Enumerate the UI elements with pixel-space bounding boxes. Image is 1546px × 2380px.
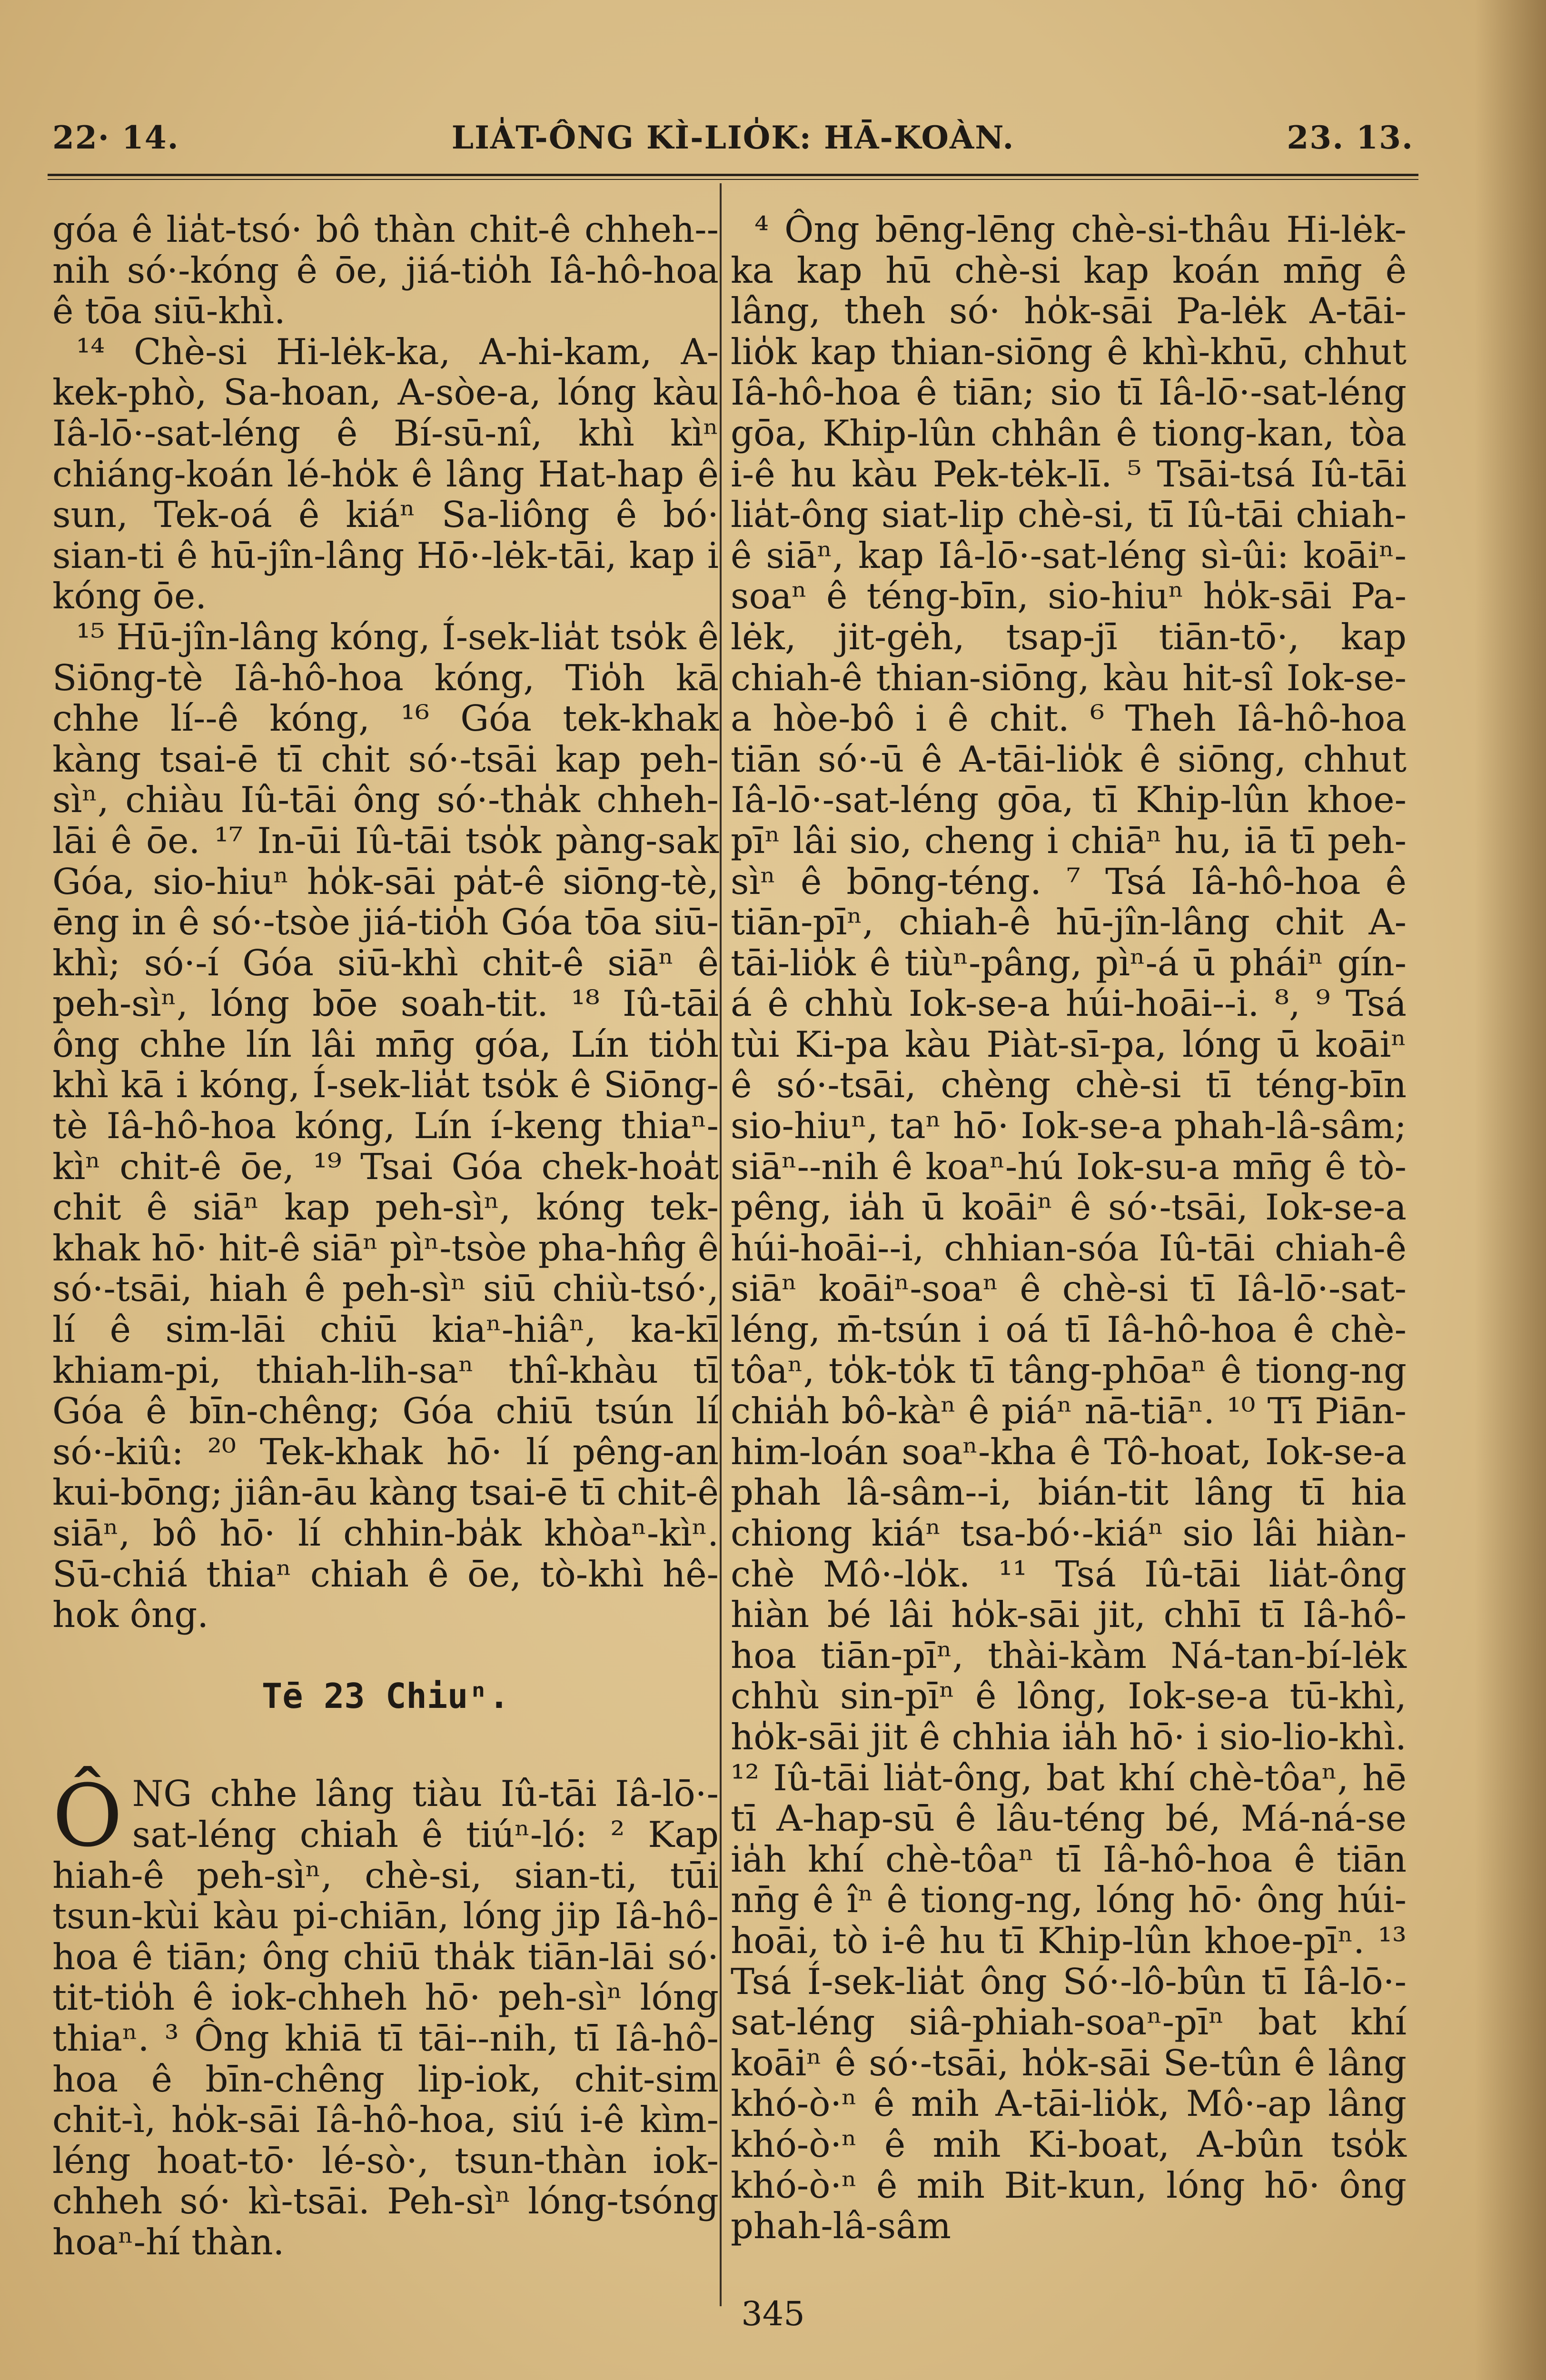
header-title: LIA̍T-ÔNG KÌ-LIO̍K: HĀ-KOÀN. <box>451 119 1015 156</box>
header-ref-left: 22· 14. <box>52 119 179 156</box>
chapter-heading: Tē 23 Chiuⁿ. <box>261 1676 510 1716</box>
paragraph: ¹⁴ Chè-si Hi-lėk-ka, A-hi-kam, A-kek-phò, Sa-hoan, A-sòe-a, lóng kàu Iâ-lō·-sat-léng ê Bí-sū-nî, khì kìⁿ chiáng-koán lé-ho̍k ê lâng Hat-hap ê sun, Tek-oá ê kiáⁿ Sa-liông ê bó· sian-ti ê hū-jîn-lâng Hō·-lėk-tāi, kap i kóng ōe. <box>52 330 719 617</box>
page-edge-shadow <box>1475 0 1546 2380</box>
paragraph: ¹⁵ Hū-jîn-lâng kóng, Í-sek-lia̍t tso̍k ê Siōng-tè Iâ-hô-hoa kóng, Tio̍h kā chhe lí--ê kóng, ¹⁶ Góa tek-khak kàng tsai-ē tī chit só·-tsāi kap peh-sìⁿ, chiàu Iû-tāi ông só·-tha̍k chheh-lāi ê ōe. ¹⁷ In-ūi Iû-tāi tso̍k pàng-sak Góa, sio-hiuⁿ ho̍k-sāi pa̍t-ê siōng-tè, ēng in ê só·-tsòe jiá-tio̍h Góa tōa siū-khì; só·-í Góa siū-khì chit-ê siāⁿ ê peh-sìⁿ, lóng bōe soah-tit. ¹⁸ Iû-tāi ông chhe lín lâi mn̄g góa, Lín tio̍h khì kā i kóng, Í-sek-lia̍t tso̍k ê Siōng-tè Iâ-hô-hoa kóng, Lín í-keng thiaⁿ-kìⁿ chit-ê ōe, ¹⁹ Tsai Góa chek-hoa̍t chit ê siāⁿ kap peh-sìⁿ, kóng tek-khak hō· hit-ê siāⁿ pìⁿ-tsòe pha-hn̂g ê só·-tsāi, hiah ê peh-sìⁿ siū chiù-tsó·, lí ê sim-lāi chiū kiaⁿ-hiâⁿ, ka-kī khiam-pi, thiah-lih-saⁿ thî-khàu tī Góa ê bīn-chêng; Góa chiū tsún lí só·-kiû: ²⁰ Tek-khak hō· lí pêng-an kui-bōng; jiân-āu kàng tsai-ē tī chit-ê siāⁿ, bô hō· lí chhin-ba̍k khòaⁿ-kìⁿ. Sū-chiá thiaⁿ chiah ê ōe, tò-khì hê-hok ông. <box>52 615 719 1636</box>
column-divider <box>720 183 722 2306</box>
header-rule <box>48 174 1418 180</box>
chapter-first-paragraph <box>52 1766 719 2263</box>
drop-cap: Ô <box>52 1766 123 1866</box>
running-header <box>48 109 1418 157</box>
header-ref-right: 23. 13. <box>1287 119 1414 156</box>
left-column <box>52 209 719 2263</box>
right-column <box>731 209 1407 2247</box>
paragraph: góa ê lia̍t-tsó· bô thàn chit-ê chheh--nih só·-kóng ê ōe, jiá-tio̍h Iâ-hô-hoa ê tōa siū-khì. <box>52 208 719 332</box>
paragraph-text: NG chhe lâng tiàu Iû-tāi Iâ-lō·-sat-léng chiah ê tiúⁿ-ló: ² Kap hiah-ê peh-sìⁿ, chè-si, sian-ti, tūi tsun-kùi kàu pi-chiān, lóng jip Iâ-hô-hoa ê tiān; ông chiū tha̍k tiān-lāi só· tit-tio̍h ê iok-chheh hō· peh-sìⁿ lóng thiaⁿ. ³ Ông khiā tī tāi--nih, tī Iâ-hô-hoa ê bīn-chêng lip-iok, chit-sim chit-ì, ho̍k-sāi Iâ-hô-hoa, siú i-ê kìm-léng hoat-tō· lé-sò·, tsun-thàn iok-chheh só· kì-tsāi. Peh-sìⁿ lóng-tsóng hoaⁿ-hí thàn. <box>52 1773 719 2263</box>
page-number: 345 <box>741 2294 805 2333</box>
paragraph: ⁴ Ông bēng-lēng chè-si-thâu Hi-lėk-ka kap hū chè-si kap koán mn̄g ê lâng, theh só· ho̍k-sāi Pa-lėk A-tāi-lio̍k kap thian-siōng ê khì-khū, chhut Iâ-hô-hoa ê tiān; sio tī Iâ-lō·-sat-léng gōa, Khip-lûn chhân ê tiong-kan, tòa i-ê hu kàu Pek-tėk-lī. ⁵ Tsāi-tsá Iû-tāi lia̍t-ông siat-lip chè-si, tī Iû-tāi chiah-ê siāⁿ, kap Iâ-lō·-sat-léng sì-ûi: koāiⁿ-soaⁿ ê téng-bīn, sio-hiuⁿ ho̍k-sāi Pa-lėk, jit-gėh, tsap-jī tiān-tō·, kap chiah-ê thian-siōng, kàu hit-sî Iok-se-a hòe-bô i ê chit. ⁶ Theh Iâ-hô-hoa tiān só·-ū ê A-tāi-lio̍k ê siōng, chhut Iâ-lō·-sat-léng gōa, tī Khip-lûn khoe-pīⁿ lâi sio, cheng i chiāⁿ hu, iā tī peh-sìⁿ ê bōng-téng. ⁷ Tsá Iâ-hô-hoa ê tiān-pīⁿ, chiah-ê hū-jîn-lâng chit A-tāi-lio̍k ê tiùⁿ-pâng, pìⁿ-á ū pháiⁿ gín-á ê chhù Iok-se-a húi-hoāi--i. ⁸, ⁹ Tsá tùi Ki-pa kàu Piàt-sī-pa, lóng ū koāiⁿ ê só·-tsāi, chèng chè-si tī téng-bīn sio-hiuⁿ, taⁿ hō· Iok-se-a phah-lâ-sâm; siāⁿ--nih ê koaⁿ-hú Iok-su-a mn̄g ê tò-pêng, ia̍h ū koāiⁿ ê só·-tsāi, Iok-se-a húi-hoāi--i, chhian-sóa Iû-tāi chiah-ê siāⁿ koāiⁿ-soaⁿ ê chè-si tī Iâ-lō·-sat-léng, m̄-tsún i oá tī Iâ-hô-hoa ê chè-tôaⁿ, to̍k-to̍k tī tâng-phōaⁿ ê tiong-ng chia̍h bô-kàⁿ ê piáⁿ nā-tiāⁿ. ¹⁰ Tī Piān-him-loán soaⁿ-kha ê Tô-hoat, Iok-se-a phah lâ-sâm--i, bián-tit lâng tī hia chiong kiáⁿ tsa-bó·-kiáⁿ sio lâi hiàn-chè Mô·-lo̍k. ¹¹ Tsá Iû-tāi lia̍t-ông hiàn bé lâi ho̍k-sāi jit, chhī tī Iâ-hô-hoa tiān-pīⁿ, thài-kàm Ná-tan-bí-lėk chhù sin-pīⁿ ê lông, Iok-se-a tū-khì, ho̍k-sāi jit ê chhia ia̍h hō· i sio-lio-khì. ¹² Iû-tāi lia̍t-ông, bat khí chè-tôaⁿ, hē tī A-hap-sū ê lâu-téng bé, Má-ná-se ia̍h khí chè-tôaⁿ tī Iâ-hô-hoa ê tiān nn̄g ê îⁿ ê tiong-ng, lóng hō· ông húi-hoāi, tò i-ê hu tī Khip-lûn khoe-pīⁿ. ¹³ Tsá Í-sek-lia̍t ông Só·-lô-bûn tī Iâ-lō·-sat-léng siâ-phiah-soaⁿ-pīⁿ bat khí koāiⁿ ê só·-tsāi, ho̍k-sāi Se-tûn ê lâng khó-ò·ⁿ ê mih A-tāi-lio̍k, Mô·-ap lâng khó-ò·ⁿ ê mih Ki-boat, A-bûn tso̍k khó-ò·ⁿ ê mih Bit-kun, lóng hō· ông phah-lâ-sâm <box>731 208 1407 2247</box>
